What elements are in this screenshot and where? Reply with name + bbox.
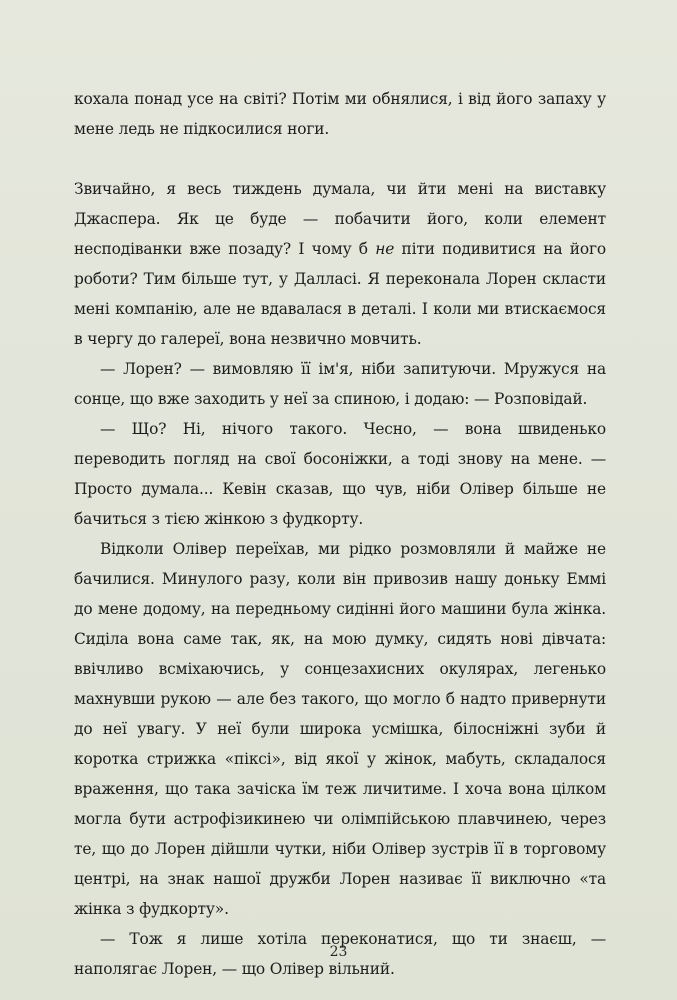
paragraph-6: — Тож я лише хотіла переконатися, що ти знаєш, — наполягає Лорен, — що Олівер вільний. xyxy=(74,930,606,978)
paragraph-2 xyxy=(74,174,606,354)
paragraph-1: кохала понад усе на світі? Потім ми обнялися, і від його запаху у мене ледь не підкосилися ноги. xyxy=(74,90,606,138)
paragraph-5: Відколи Олівер переїхав, ми рідко розмовляли й майже не бачилися. Минулого разу, коли він привозив нашу доньку Еммі до мене додому, на передньому сидінні його машини була жінка. Сиділа вона саме так, як, на мою думку, сидять нові дівчата: ввічливо всміхаючись, у сонцезахисних окулярах, легенько махнувши рукою — але без такого, що могло б надто привернути до неї увагу. У неї були широка усмішка, білосніжні зуби й коротка стрижка «піксі», від якої у жінок, мабуть, складалося враження, що така зачіска їм теж личитиме. І хоча вона цілком могла бути астрофізикинею чи олімпійською плавчинею, через те, що до Лорен дійшли чутки, ніби Олівер зустрів її в торговому центрі, на знак нашої дружби Лорен називає її виключно «та жінка з фудкорту». xyxy=(74,540,606,918)
paragraph-4: — Що? Ні, нічого такого. Чесно, — вона швиденько переводить погляд на свої босоніжки, а тоді знову на мене. — Просто думала... Кевін сказав, що чув, ніби Олівер більше не бачиться з тією жінкою з фудкорту. xyxy=(74,420,606,528)
body-text xyxy=(74,84,606,984)
paragraph-2-part-1: Звичайно, я весь тиждень думала, чи йти мені на виставку Джаспера. Як це буде — побачити його, коли елемент несподіванки вже позаду? І чому б xyxy=(74,180,606,258)
paragraph-2-part-2: піти подивитися на його роботи? Тим більше тут, у Далласі. Я переконала Лорен скласти мені компанію, але не вдавалася в деталі. І коли ми втискаємося в чергу до галереї, вона незвично мовчить. xyxy=(74,240,606,348)
paragraph-2-emphasis: не xyxy=(375,240,395,258)
page-number: 23 xyxy=(329,944,348,960)
paragraph-3: — Лорен? — вимовляю її ім'я, ніби запитуючи. Мружуся на сонце, що вже заходить у неї за спиною, і додаю: — Розповідай. xyxy=(74,360,606,408)
